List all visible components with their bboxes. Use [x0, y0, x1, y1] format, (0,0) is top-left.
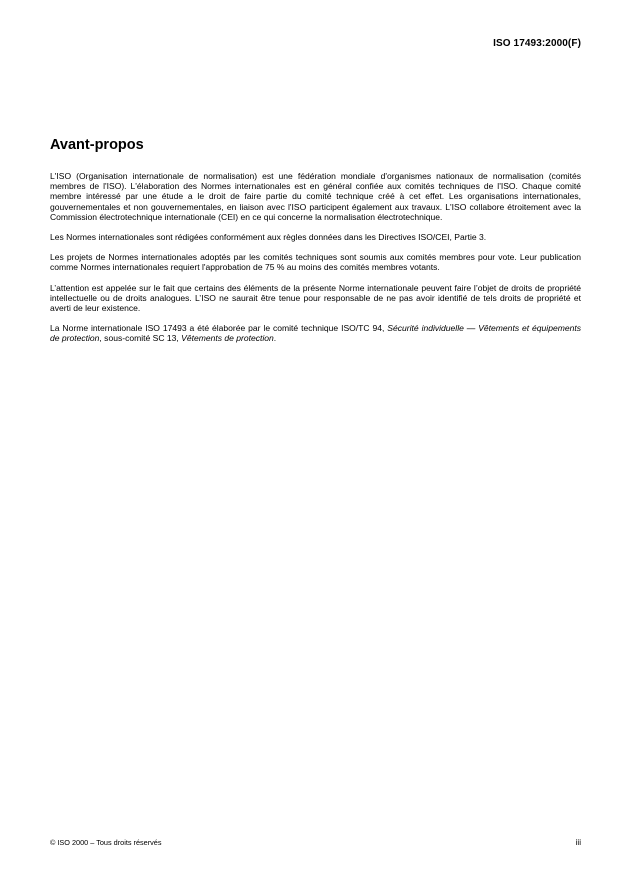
paragraph-drafting-rules: Les Normes internationales sont rédigées conformément aux règles données dans les Directives ISO/CEI, Partie 3.	[50, 232, 487, 243]
committee-text-1: La Norme internationale ISO 17493 a été élaborée par le comité technique ISO/TC 94,	[50, 323, 388, 334]
paragraph-voting: Les projets de Normes internationales adoptés par les comités techniques sont soumis aux comités membres pour vote. Leur publication comme Normes internationales requiert l'approbation de 75 % au moins des comités membres votants.	[50, 252, 581, 273]
committee-text-2: , sous-comité SC 13,	[99, 333, 182, 344]
page-title: Avant-propos	[50, 137, 144, 153]
committee-title: Sécurité individuelle — Vêtements et équipements de protection	[50, 323, 581, 344]
foreword-body	[50, 171, 581, 354]
committee-text-3: .	[273, 333, 277, 344]
document-code: ISO 17493:2000(F)	[493, 38, 581, 49]
copyright-notice: © ISO 2000 – Tous droits réservés	[50, 838, 162, 847]
paragraph-iso-organisation: L'ISO (Organisation internationale de normalisation) est une fédération mondiale d'organismes nationaux de normalisation (comités membres de l'ISO). L'élaboration des Normes internationales est en général confiée aux comités techniques de l'ISO. Chaque comité membre intéressé par une étude a le droit de faire partie du comité technique créé à cet effet. Les organisations internationales, gouvernementales et non gouvernementales, en liaison avec l'ISO participent également aux travaux. L'ISO collabore étroitement avec la Commission électrotechnique internationale (CEI) en ce qui concerne la normalisation électrotechnique.	[50, 171, 581, 222]
page-number: iii	[575, 838, 581, 847]
paragraph-committee	[50, 323, 581, 343]
paragraph-patent-rights: L’attention est appelée sur le fait que certains des éléments de la présente Norme internationale peuvent faire l’objet de droits de propriété intellectuelle ou de droits analogues. L’ISO ne saurait être tenue pour responsable de ne pas avoir identifié de tels droits de propriété et averti de leur existence.	[50, 282, 581, 314]
subcommittee-title: Vêtements de protection	[181, 333, 274, 344]
